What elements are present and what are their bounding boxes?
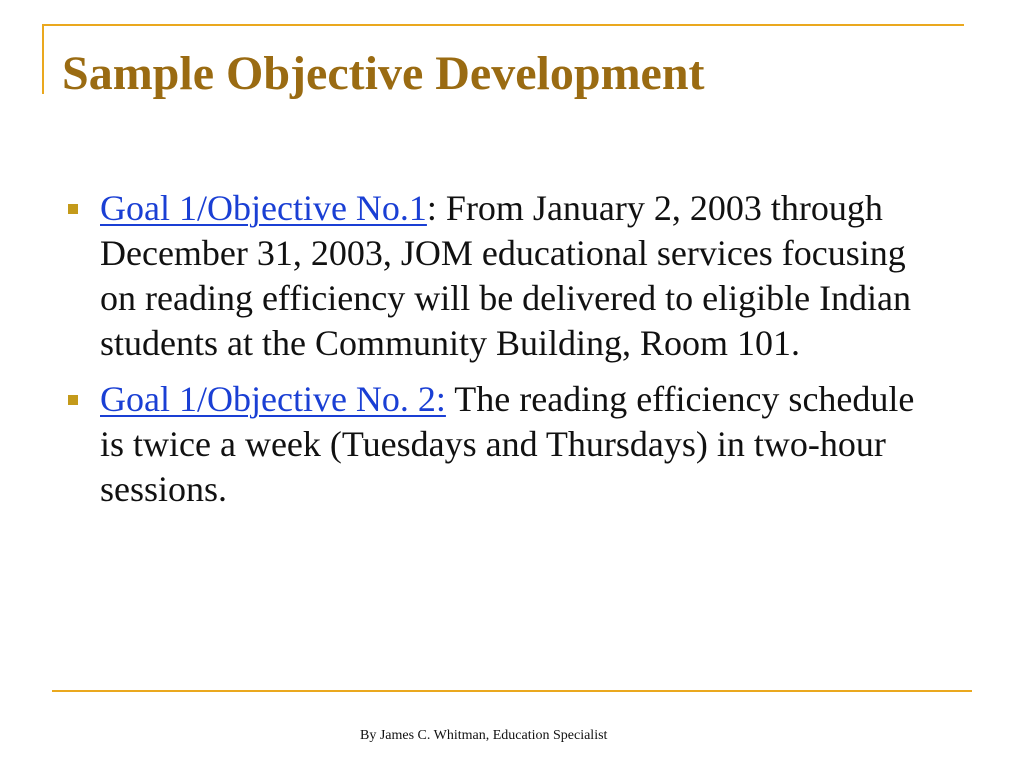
goal-1-objective-2-link[interactable]: Goal 1/Objective No. 2: [100, 379, 446, 419]
title-frame-top-rule [42, 24, 964, 26]
title-frame-left-rule [42, 24, 44, 94]
footer-credit: By James C. Whitman, Education Specialist [360, 728, 608, 743]
bullet-item-objective-2 [100, 377, 920, 512]
square-bullet-icon [68, 395, 78, 405]
objective-2-text: The reading efficiency schedule is twice a week (Tuesdays and Thursdays) in two-hour sessions. [100, 379, 915, 509]
bullet-list [100, 186, 920, 523]
square-bullet-icon [68, 204, 78, 214]
bullet-item-objective-1 [100, 186, 920, 366]
footer-rule [52, 690, 972, 692]
goal-1-objective-1-link[interactable]: Goal 1/Objective No.1 [100, 188, 427, 228]
slide-title: Sample Objective Development [62, 47, 705, 100]
objective-1-text: : From January 2, 2003 through December 31, 2003, JOM educational services focusing on reading efficiency will be delivered to eligible Indian students at the Community Building, Room 101. [100, 188, 912, 363]
